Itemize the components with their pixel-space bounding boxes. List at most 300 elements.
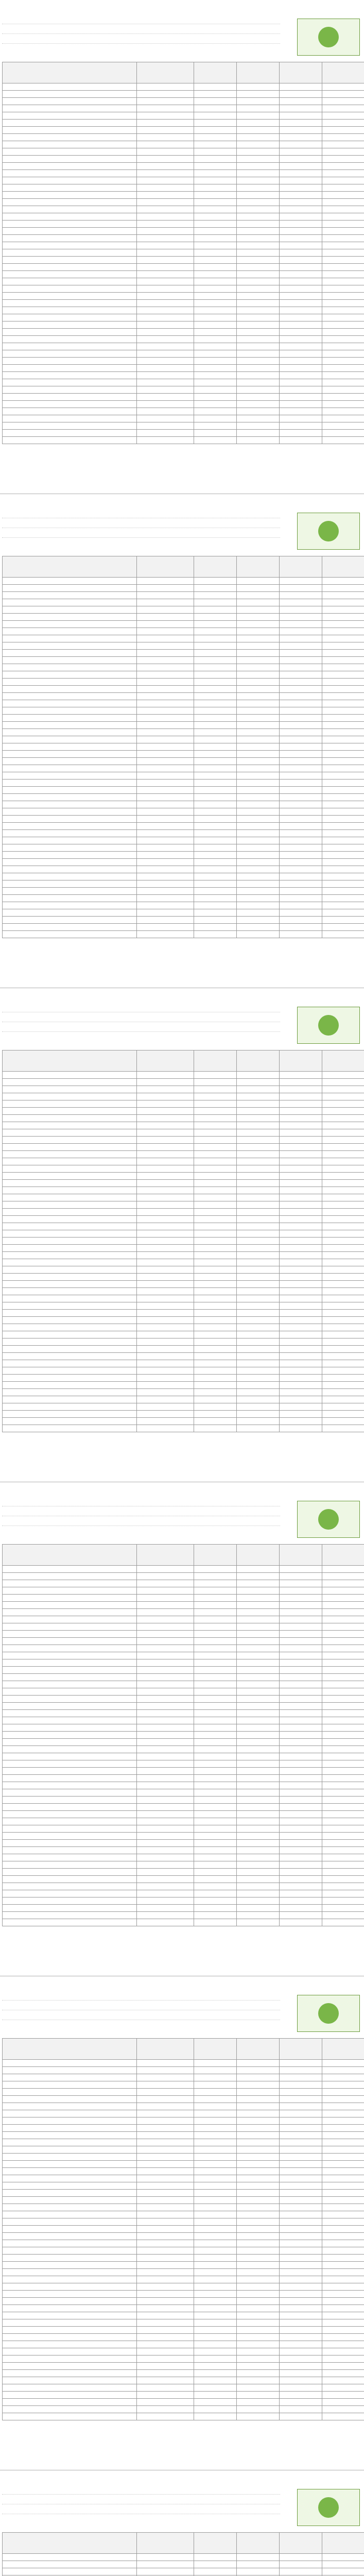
table-cell [280, 271, 322, 278]
table-row [3, 606, 364, 614]
price-list-page [0, 1976, 364, 2470]
table-cell [280, 1912, 322, 1919]
table-cell [194, 794, 237, 801]
table-cell [137, 1353, 194, 1360]
table-cell [194, 1638, 237, 1645]
table-row [3, 1883, 364, 1890]
table-cell [237, 1375, 280, 1382]
table-cell [137, 2218, 194, 2226]
table-cell [237, 902, 280, 909]
table-cell [280, 2305, 322, 2312]
table-cell [194, 2247, 237, 2255]
table-cell [137, 679, 194, 686]
table-cell [237, 2554, 280, 2561]
table-cell [280, 1746, 322, 1753]
table-row [3, 1789, 364, 1797]
table-cell [322, 271, 364, 278]
table-cell [237, 895, 280, 902]
table-row [3, 1245, 364, 1252]
table-cell [322, 307, 364, 314]
table-cell [280, 141, 322, 148]
table-cell [137, 1151, 194, 1158]
table-cell [3, 621, 137, 628]
table-cell [3, 852, 137, 859]
table-cell [137, 1876, 194, 1883]
table-cell [280, 902, 322, 909]
table-cell [237, 1151, 280, 1158]
table-cell [3, 2413, 137, 2420]
table-cell [237, 329, 280, 336]
price-list-page [0, 0, 364, 494]
table-cell [322, 1165, 364, 1173]
table-cell [137, 271, 194, 278]
table-cell [322, 1108, 364, 1115]
logo-mark-icon [318, 27, 339, 47]
table-cell [194, 1717, 237, 1724]
table-cell [194, 2175, 237, 2182]
table-cell [194, 2240, 237, 2247]
table-row [3, 1216, 364, 1223]
table-cell [194, 184, 237, 192]
table-cell [280, 1818, 322, 1825]
table-cell [194, 264, 237, 271]
table-cell [322, 2204, 364, 2211]
table-cell [3, 1360, 137, 1367]
table-row [3, 1724, 364, 1732]
table-cell [322, 372, 364, 379]
table-cell [3, 1165, 137, 1173]
table-cell [194, 2327, 237, 2334]
table-cell [237, 1079, 280, 1086]
table-cell [237, 2060, 280, 2067]
table-cell [322, 2413, 364, 2420]
table-cell [280, 736, 322, 743]
table-row [3, 2262, 364, 2269]
table-cell [280, 1173, 322, 1180]
table-cell [280, 650, 322, 657]
table-cell [237, 578, 280, 585]
table-cell [137, 321, 194, 329]
table-cell [322, 722, 364, 729]
table-cell [237, 2392, 280, 2399]
table-cell [194, 1854, 237, 1861]
table-row [3, 105, 364, 112]
table-cell [3, 837, 137, 844]
table-cell [194, 271, 237, 278]
table-row [3, 2291, 364, 2298]
table-cell [280, 1667, 322, 1674]
table-row [3, 1137, 364, 1144]
table-cell [3, 1724, 137, 1732]
table-cell [237, 1216, 280, 1223]
note-line [2, 1025, 280, 1032]
table-cell [137, 1811, 194, 1818]
table-cell [237, 1346, 280, 1353]
table-cell [137, 621, 194, 628]
table-cell [237, 1797, 280, 1804]
table-cell [237, 1266, 280, 1274]
table-row [3, 2125, 364, 2132]
table-cell [137, 902, 194, 909]
table-cell [137, 206, 194, 213]
table-cell [237, 1122, 280, 1129]
table-cell [322, 112, 364, 120]
table-cell [194, 1338, 237, 1346]
table-row [3, 221, 364, 228]
table-cell [137, 2240, 194, 2247]
table-cell [194, 852, 237, 859]
table-cell [322, 765, 364, 772]
table-cell [280, 358, 322, 365]
table-row [3, 2406, 364, 2413]
table-row [3, 2117, 364, 2125]
table-cell [3, 1782, 137, 1789]
table-cell [280, 127, 322, 134]
table-cell [237, 1252, 280, 1259]
table-cell [194, 729, 237, 736]
table-cell [3, 1696, 137, 1703]
table-cell [137, 1869, 194, 1876]
table-header-row [3, 1050, 364, 1072]
table-cell [237, 866, 280, 873]
table-row [3, 1616, 364, 1623]
table-cell [137, 127, 194, 134]
table-cell [137, 105, 194, 112]
table-row [3, 1825, 364, 1833]
table-cell [322, 148, 364, 156]
table-cell [194, 1609, 237, 1616]
table-cell [322, 1411, 364, 1418]
table-cell [237, 2363, 280, 2370]
table-cell [322, 437, 364, 444]
table-cell [322, 642, 364, 650]
table-cell [3, 2226, 137, 2233]
table-cell [280, 1108, 322, 1115]
table-cell [322, 1093, 364, 1100]
table-cell [322, 743, 364, 751]
table-cell [237, 2312, 280, 2319]
table-cell [280, 772, 322, 779]
table-cell [137, 2089, 194, 2096]
table-cell [322, 1180, 364, 1187]
table-cell [322, 2081, 364, 2089]
table-cell [3, 2377, 137, 2384]
table-cell [3, 1818, 137, 1825]
table-cell [137, 1883, 194, 1890]
price-table [2, 1544, 364, 1926]
table-row [3, 293, 364, 300]
table-row [3, 2060, 364, 2067]
table-cell [322, 808, 364, 816]
table-cell [194, 228, 237, 235]
table-cell [194, 1281, 237, 1288]
table-cell [137, 1302, 194, 1310]
table-cell [322, 2233, 364, 2240]
table-cell [322, 2348, 364, 2355]
table-cell [322, 1782, 364, 1789]
table-cell [237, 134, 280, 141]
table-cell [137, 664, 194, 671]
table-cell [3, 1230, 137, 1238]
table-row [3, 751, 364, 758]
table-cell [3, 206, 137, 213]
table-cell [194, 170, 237, 177]
table-cell [280, 2125, 322, 2132]
table-cell [280, 1631, 322, 1638]
table-cell [194, 2067, 237, 2074]
table-cell [322, 924, 364, 931]
table-cell [3, 192, 137, 199]
table-cell [194, 2096, 237, 2103]
table-cell [322, 1847, 364, 1854]
table-cell [3, 2089, 137, 2096]
table-cell [3, 2568, 137, 2575]
table-cell [237, 1245, 280, 1252]
table-cell [137, 1360, 194, 1367]
table-row [3, 1266, 364, 1274]
table-cell [237, 743, 280, 751]
table-row [3, 2139, 364, 2146]
table-cell [237, 2074, 280, 2081]
table-cell [137, 2363, 194, 2370]
table-cell [322, 1194, 364, 1201]
table-cell [322, 127, 364, 134]
table-cell [194, 1187, 237, 1194]
table-cell [280, 2218, 322, 2226]
table-row [3, 1115, 364, 1122]
table-cell [194, 1753, 237, 1760]
table-cell [280, 228, 322, 235]
page-notes [2, 1500, 280, 1529]
table-cell [280, 2175, 322, 2182]
table-cell [280, 1375, 322, 1382]
table-cell [194, 635, 237, 642]
table-cell [322, 83, 364, 91]
table-row [3, 852, 364, 859]
table-cell [322, 1804, 364, 1811]
table-cell [137, 2269, 194, 2276]
table-cell [280, 2096, 322, 2103]
note-line [2, 1015, 280, 1022]
column-header [194, 2039, 237, 2060]
table-cell [194, 1180, 237, 1187]
table-cell [3, 722, 137, 729]
table-row [3, 671, 364, 679]
table-cell [237, 823, 280, 830]
table-cell [280, 1861, 322, 1869]
table-cell [3, 715, 137, 722]
table-cell [280, 2247, 322, 2255]
table-cell [3, 1302, 137, 1310]
table-cell [3, 1602, 137, 1609]
table-cell [280, 1566, 322, 1573]
table-row [3, 2561, 364, 2568]
note-line [2, 37, 280, 44]
table-cell [194, 365, 237, 372]
table-cell [237, 1782, 280, 1789]
table-cell [322, 1079, 364, 1086]
table-cell [322, 2276, 364, 2283]
table-cell [3, 679, 137, 686]
table-cell [3, 2161, 137, 2168]
column-header [237, 2039, 280, 2060]
table-cell [322, 2319, 364, 2327]
table-cell [194, 743, 237, 751]
table-cell [3, 606, 137, 614]
table-cell [237, 379, 280, 386]
table-cell [3, 2197, 137, 2204]
table-cell [137, 1659, 194, 1667]
table-cell [237, 751, 280, 758]
table-cell [280, 213, 322, 221]
table-row [3, 1746, 364, 1753]
table-cell [237, 1811, 280, 1818]
table-cell [237, 1100, 280, 1108]
table-cell [237, 2255, 280, 2262]
table-cell [194, 1245, 237, 1252]
table-row [3, 1811, 364, 1818]
table-cell [3, 880, 137, 888]
table-cell [3, 1919, 137, 1926]
table-cell [322, 1129, 364, 1137]
table-cell [137, 2197, 194, 2204]
table-cell [3, 1158, 137, 1165]
table-row [3, 686, 364, 693]
table-cell [322, 2269, 364, 2276]
table-cell [137, 314, 194, 321]
table-cell [280, 300, 322, 307]
table-cell [194, 707, 237, 715]
table-cell [194, 1360, 237, 1367]
table-cell [280, 751, 322, 758]
table-cell [137, 2554, 194, 2561]
table-cell [237, 1768, 280, 1775]
table-row [3, 1086, 364, 1093]
table-cell [3, 105, 137, 112]
table-cell [3, 1623, 137, 1631]
page-notes [2, 18, 280, 47]
table-row [3, 98, 364, 105]
table-cell [322, 1338, 364, 1346]
table-cell [3, 642, 137, 650]
table-cell [322, 105, 364, 112]
table-cell [137, 394, 194, 401]
table-cell [3, 177, 137, 184]
table-row [3, 1818, 364, 1825]
table-cell [237, 141, 280, 148]
table-cell [3, 816, 137, 823]
table-cell [280, 2226, 322, 2233]
table-row [3, 808, 364, 816]
table-cell [280, 1760, 322, 1768]
table-cell [237, 2269, 280, 2276]
table-cell [322, 888, 364, 895]
table-cell [322, 2175, 364, 2182]
table-cell [3, 1789, 137, 1797]
table-cell [137, 264, 194, 271]
table-cell [194, 614, 237, 621]
table-cell [237, 2240, 280, 2247]
table-cell [237, 2276, 280, 2283]
table-cell [3, 300, 137, 307]
table-cell [322, 1587, 364, 1595]
table-cell [322, 679, 364, 686]
table-cell [3, 2392, 137, 2399]
table-cell [194, 931, 237, 938]
table-cell [3, 599, 137, 606]
table-cell [237, 1187, 280, 1194]
table-cell [3, 1403, 137, 1411]
table-cell [194, 686, 237, 693]
note-line [2, 1519, 280, 1526]
table-cell [237, 1847, 280, 1854]
table-cell [137, 1317, 194, 1324]
table-cell [322, 1259, 364, 1266]
table-cell [194, 859, 237, 866]
column-header [3, 1050, 137, 1072]
table-cell [194, 98, 237, 105]
table-cell [280, 105, 322, 112]
table-cell [3, 1840, 137, 1847]
table-cell [137, 221, 194, 228]
table-cell [322, 852, 364, 859]
table-cell [322, 184, 364, 192]
table-cell [194, 2291, 237, 2298]
table-cell [280, 156, 322, 163]
table-cell [3, 394, 137, 401]
table-cell [322, 343, 364, 350]
table-cell [322, 1861, 364, 1869]
table-cell [137, 1252, 194, 1259]
table-row [3, 1775, 364, 1782]
table-cell [194, 120, 237, 127]
table-row [3, 1194, 364, 1201]
table-cell [280, 1230, 322, 1238]
table-cell [322, 772, 364, 779]
table-cell [137, 2226, 194, 2233]
table-cell [3, 1086, 137, 1093]
table-cell [280, 235, 322, 242]
table-cell [3, 1346, 137, 1353]
table-cell [194, 1659, 237, 1667]
table-cell [137, 1847, 194, 1854]
table-cell [194, 2413, 237, 2420]
table-cell [322, 278, 364, 285]
table-row [3, 1659, 364, 1667]
table-cell [137, 2399, 194, 2406]
table-cell [3, 2406, 137, 2413]
table-cell [280, 1281, 322, 1288]
table-cell [280, 722, 322, 729]
table-cell [237, 1717, 280, 1724]
page-header [0, 1004, 364, 1050]
table-cell [194, 1108, 237, 1115]
table-cell [3, 415, 137, 422]
table-row [3, 2226, 364, 2233]
table-cell [280, 437, 322, 444]
table-cell [280, 1353, 322, 1360]
page-notes [2, 1006, 280, 1035]
table-row [3, 1631, 364, 1638]
page-header [0, 15, 364, 62]
table-cell [280, 816, 322, 823]
table-cell [3, 1595, 137, 1602]
table-cell [194, 909, 237, 917]
price-list-page [0, 494, 364, 988]
table-cell [3, 2139, 137, 2146]
note-line [2, 1994, 280, 2001]
table-cell [194, 141, 237, 148]
